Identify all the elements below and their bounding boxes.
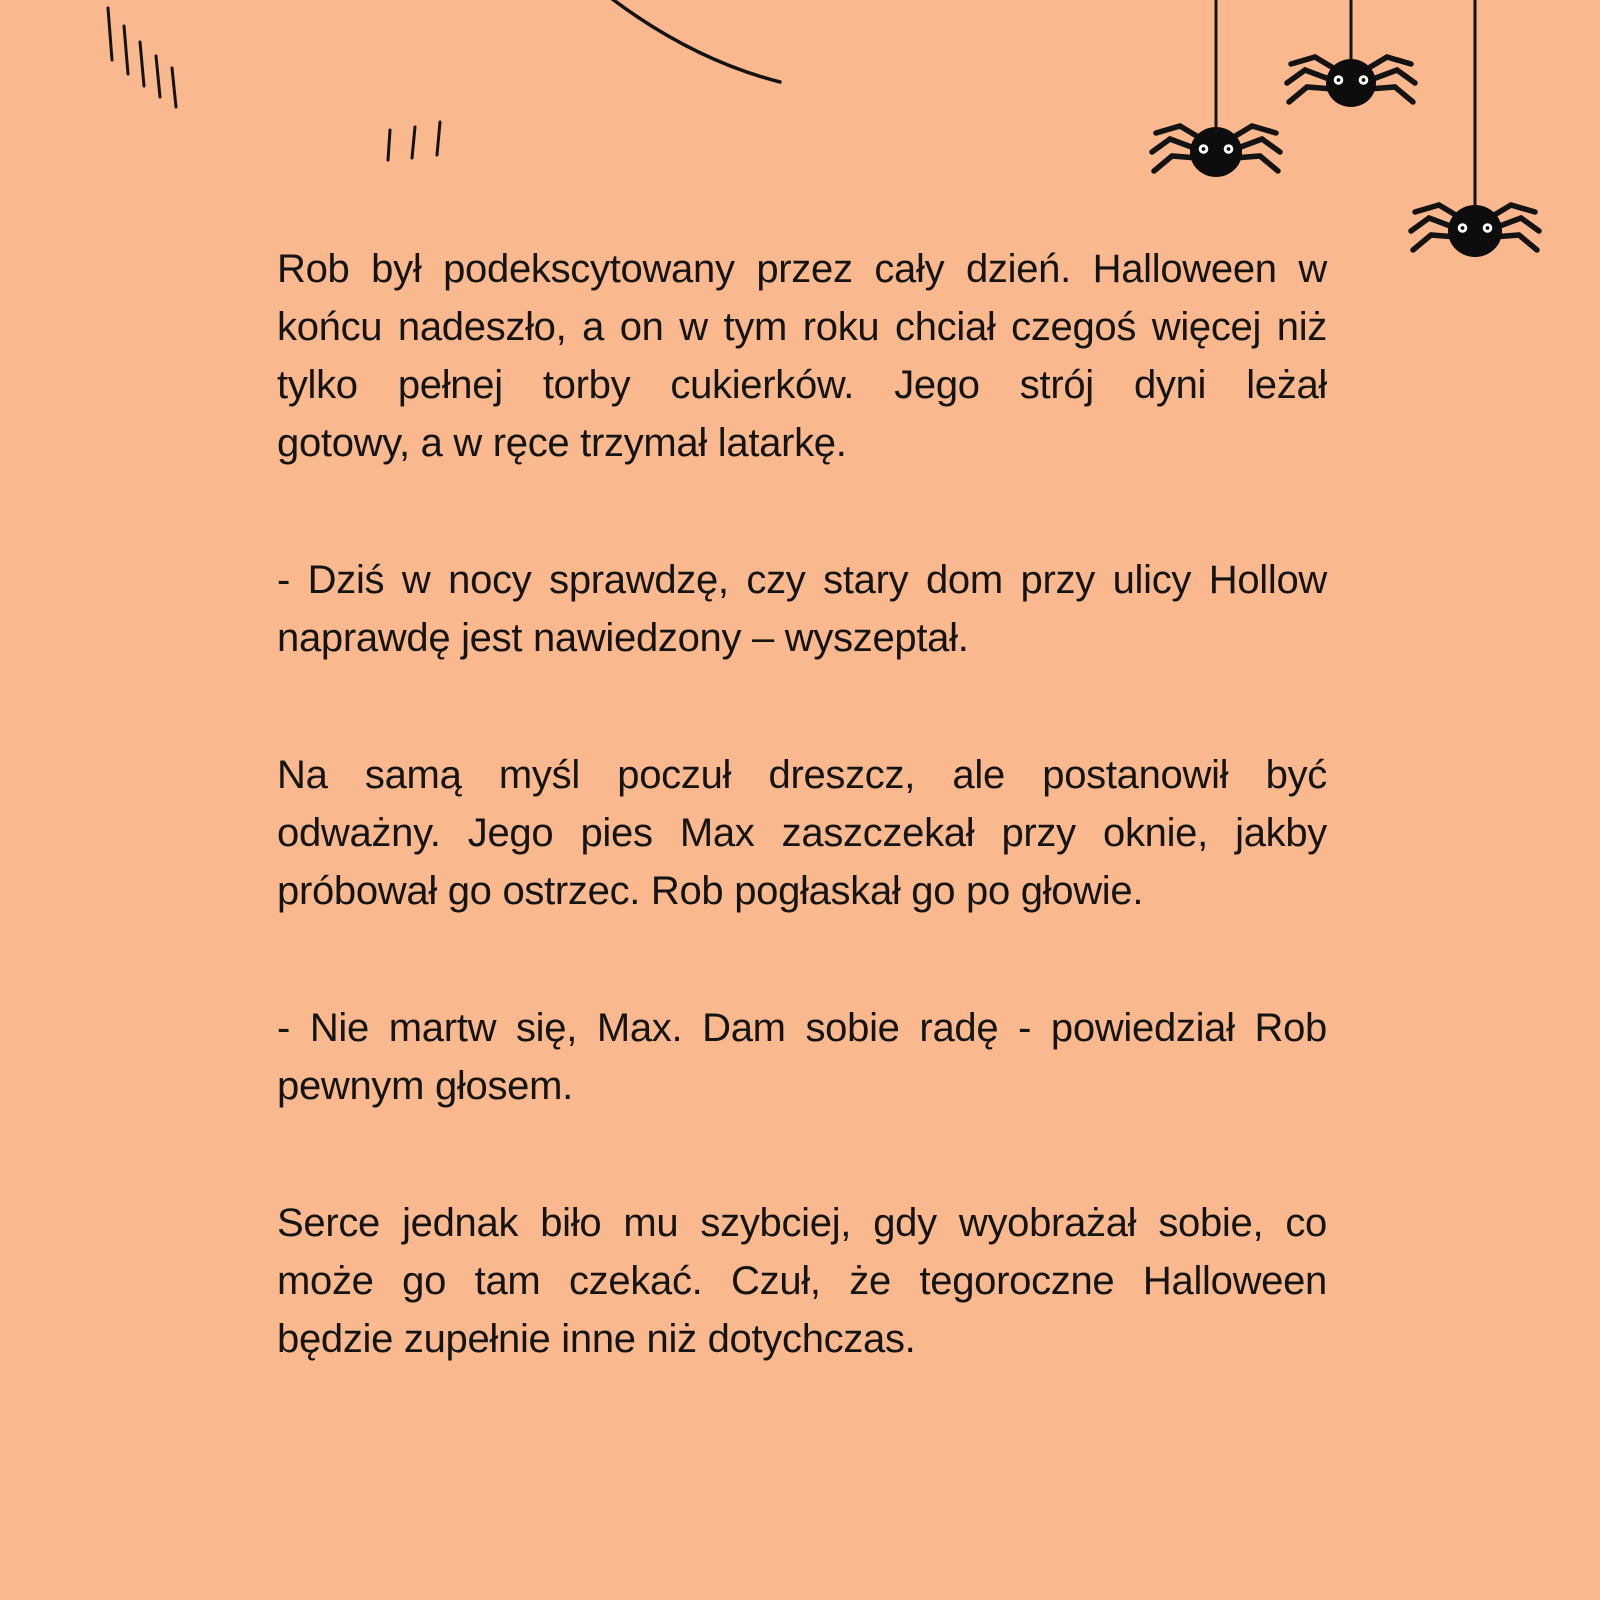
spider-body [1190, 127, 1242, 177]
spider-icon [1287, 0, 1415, 107]
story-paragraph [277, 999, 1327, 1115]
story-line: naprawdę jest nawiedzony – wyszeptał. [277, 616, 969, 660]
story-line: końcu nadeszło, a on w tym roku chciał czegoś więcej niż [277, 305, 1327, 349]
spider-body [1448, 205, 1502, 257]
spider-web-icon [45, 0, 780, 160]
story-line: może go tam czekać. Czuł, że tegoroczne Halloween [277, 1259, 1327, 1303]
story-paragraph [277, 1194, 1327, 1368]
story-line: Na samą myśl poczuł dreszcz, ale postanowił być [277, 753, 1327, 797]
story-paragraph [277, 746, 1327, 920]
spider-icon [1411, 0, 1539, 257]
story-line: Rob był podekscytowany przez cały dzień. Halloween w [277, 247, 1327, 291]
web-tick-lines [108, 8, 440, 160]
story-line: tylko pełnej torby cukierków. Jego strój dyni leżał [277, 363, 1327, 407]
spider-icon [1152, 0, 1280, 177]
story-line: odważny. Jego pies Max zaszczekał przy oknie, jakby [277, 811, 1327, 855]
story-paragraph [277, 551, 1327, 667]
story-line: Serce jednak biło mu szybciej, gdy wyobrażał sobie, co [277, 1201, 1327, 1245]
story-line: będzie zupełnie inne niż dotychczas. [277, 1317, 916, 1361]
story-line: gotowy, a w ręce trzymał latarkę. [277, 421, 847, 465]
spider-body [1326, 59, 1376, 107]
story-line: pewnym głosem. [277, 1064, 573, 1108]
story-line: - Dziś w nocy sprawdzę, czy stary dom przy ulicy Hollow [277, 558, 1327, 602]
story-text [277, 240, 1327, 1368]
story-line: próbował go ostrzec. Rob pogłaskał go po głowie. [277, 869, 1144, 913]
story-line: - Nie martw się, Max. Dam sobie radę - powiedział Rob [277, 1006, 1327, 1050]
story-paragraph [277, 240, 1327, 472]
